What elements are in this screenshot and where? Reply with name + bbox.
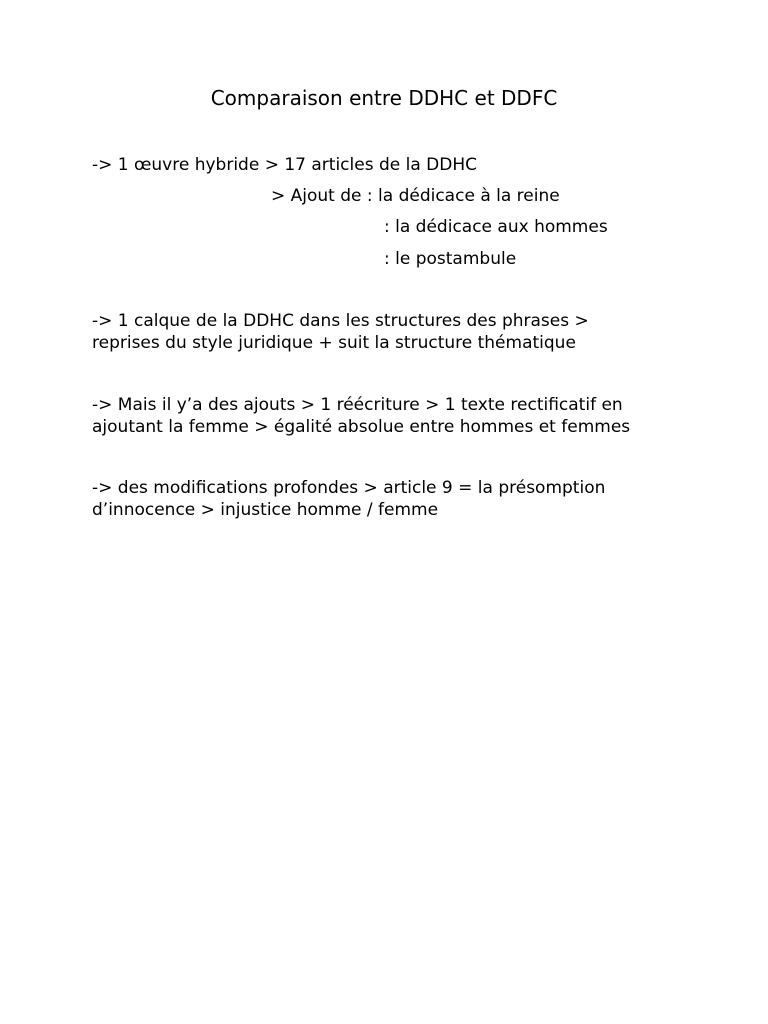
section1-line4: : le postambule xyxy=(384,249,517,269)
section4-line2: d’innocence > injustice homme / femme xyxy=(92,500,439,520)
section4-line1: -> des modifications profondes > article 9 = la présomption xyxy=(92,478,606,498)
section1-line3: : la dédicace aux hommes xyxy=(384,217,608,237)
section2-paragraph xyxy=(92,310,589,354)
section3-line1: -> Mais il y’a des ajouts > 1 réécriture > 1 texte rectificatif en xyxy=(92,395,623,415)
section1-line1: -> 1 œuvre hybride > 17 articles de la DDHC xyxy=(92,155,477,175)
page-title: Comparaison entre DDHC et DDFC xyxy=(210,86,558,110)
section2-line2: reprises du style juridique + suit la structure thématique xyxy=(92,333,576,353)
section3-line2: ajoutant la femme > égalité absolue entre hommes et femmes xyxy=(92,417,631,437)
section3-paragraph xyxy=(92,394,630,438)
section1-line2: > Ajout de : la dédicace à la reine xyxy=(271,186,560,206)
section2-line1: -> 1 calque de la DDHC dans les structures des phrases > xyxy=(92,311,589,331)
section4-paragraph xyxy=(92,477,605,521)
